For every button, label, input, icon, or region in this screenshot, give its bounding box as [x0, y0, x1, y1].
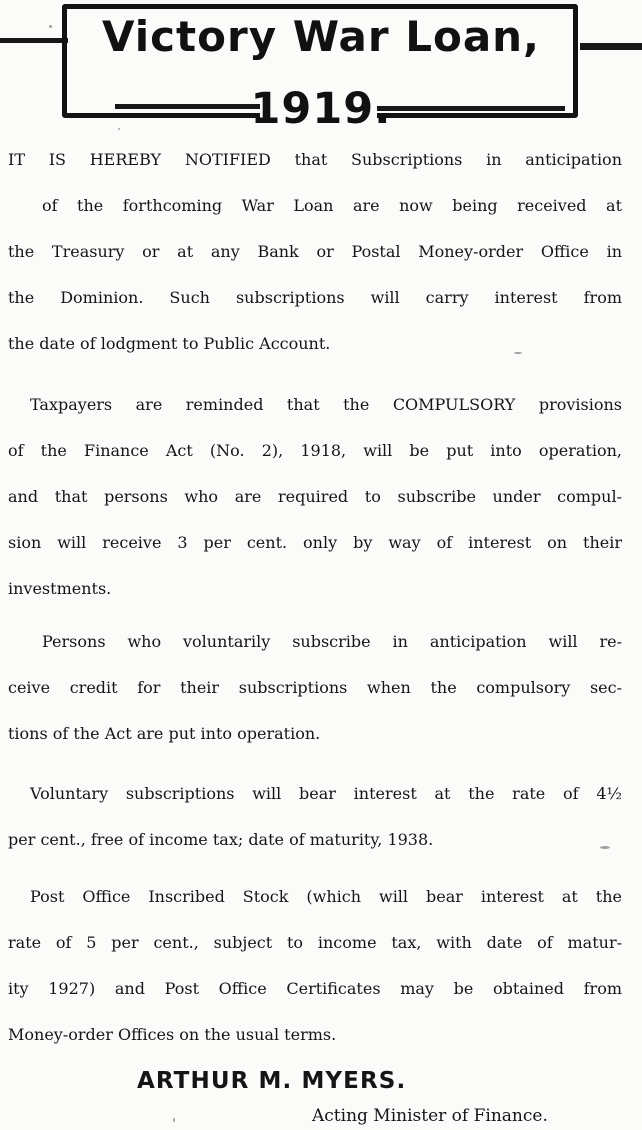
- paragraph-line: of the forthcoming War Loan are now being received at: [42, 196, 622, 215]
- print-speck: [173, 1118, 175, 1122]
- paragraph-compulsory: [8, 395, 622, 625]
- paragraph-line: IT IS HEREBY NOTIFIED that Subscriptions in anticipation: [8, 150, 622, 169]
- signature-name: ARTHUR M. MYERS.: [137, 1068, 407, 1094]
- paragraph-line: Post Office Inscribed Stock (which will bear interest at the: [30, 887, 622, 906]
- paragraph-line: rate of 5 per cent., subject to income tax, with date of matur-: [8, 933, 622, 952]
- print-speck: [600, 846, 610, 849]
- paragraph-interest-rate: [8, 784, 622, 876]
- paragraph-line: per cent., free of income tax; date of maturity, 1938.: [8, 830, 434, 849]
- signature-title: Acting Minister of Finance.: [312, 1106, 548, 1126]
- paragraph-line: tions of the Act are put into operation.: [8, 724, 321, 743]
- paragraph-line: the date of lodgment to Public Account.: [8, 334, 331, 353]
- print-speck: [118, 128, 120, 130]
- paragraph-line: of the Finance Act (No. 2), 1918, will be put into operation,: [8, 441, 622, 460]
- paragraph-line: ceive credit for their subscriptions when the compulsory sec-: [8, 678, 622, 697]
- title-year: 1919.: [250, 84, 392, 134]
- paragraph-line: Voluntary subscriptions will bear interest at the rate of 4½: [30, 784, 622, 803]
- paragraph-voluntary-credit: [8, 632, 622, 770]
- notice-header: [0, 0, 642, 138]
- paragraph-line: sion will receive 3 per cent. only by way of interest on their: [8, 533, 622, 552]
- paragraph-subscriptions: [8, 150, 622, 380]
- paragraph-line: and that persons who are required to subscribe under compul-: [8, 487, 622, 506]
- paragraph-line: Persons who voluntarily subscribe in anticipation will re-: [42, 632, 622, 651]
- paragraph-line: Taxpayers are reminded that the COMPULSORY provisions: [30, 395, 622, 414]
- print-speck: [49, 25, 52, 28]
- paragraph-line: ity 1927) and Post Office Certificates may be obtained from: [8, 979, 622, 998]
- paragraph-line: the Dominion. Such subscriptions will carry interest from: [8, 288, 622, 307]
- page-title: Victory War Loan,: [101, 12, 541, 61]
- paragraph-line: investments.: [8, 579, 112, 598]
- paragraph-line: the Treasury or at any Bank or Postal Money-order Office in: [8, 242, 622, 261]
- paragraph-line: Money-order Offices on the usual terms.: [8, 1025, 337, 1044]
- paragraph-post-office: [8, 887, 622, 1071]
- print-speck: [514, 352, 522, 354]
